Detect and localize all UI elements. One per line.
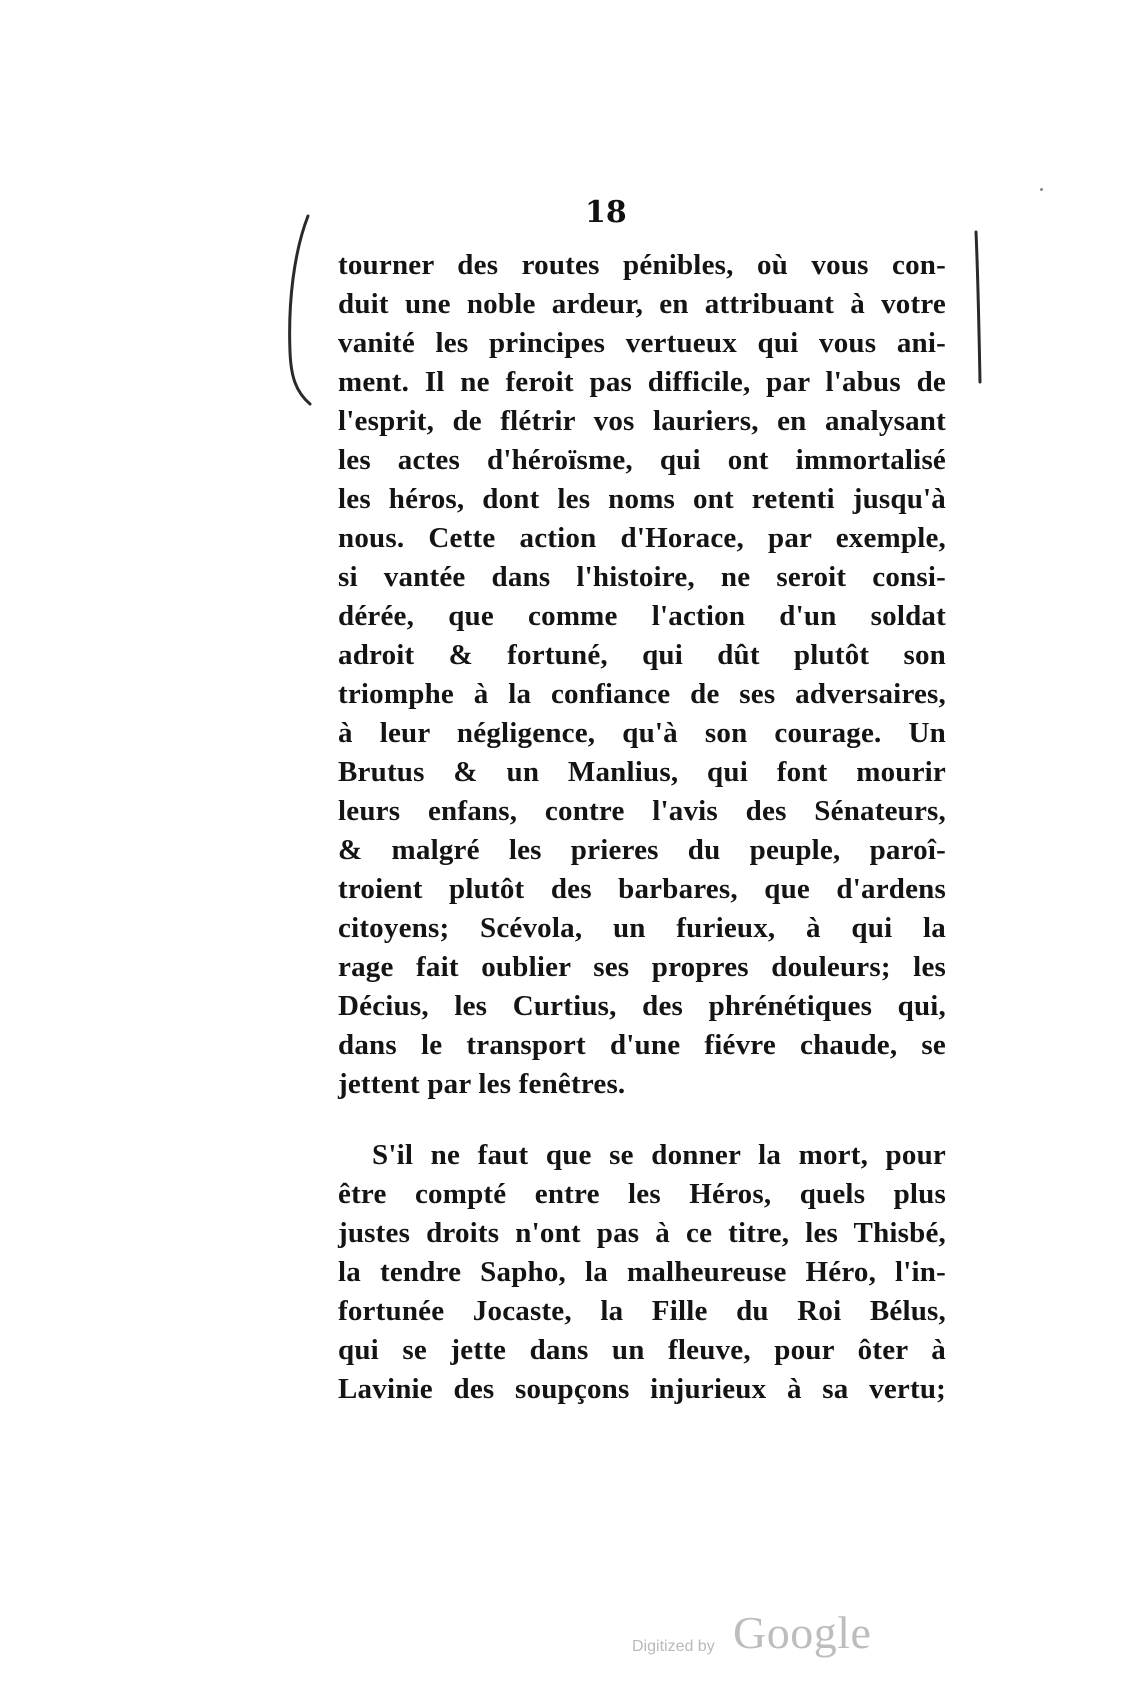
google-logo-text: Google — [733, 1607, 872, 1658]
text-line: si vantée dans l'histoire, ne seroit consi- — [338, 561, 946, 593]
text-line: vanité les principes vertueux qui vous ani- — [338, 327, 946, 359]
text-line: les actes d'héroïsme, qui ont immortalisé — [338, 444, 946, 476]
text-line: citoyens; Scévola, un furieux, à qui la — [338, 912, 946, 944]
text-line: jettent par les fenêtres. — [338, 1068, 626, 1100]
text-line: & malgré les prieres du peuple, paroî- — [338, 834, 946, 866]
text-line: justes droits n'ont pas à ce titre, les Thisbé, — [338, 1217, 946, 1249]
text-line: tourner des routes pénibles, où vous con- — [338, 249, 946, 281]
text-line: rage fait oublier ses propres douleurs; les — [338, 951, 946, 983]
text-line: Brutus & un Manlius, qui font mourir — [338, 756, 946, 788]
text-line: les héros, dont les noms ont retenti jusqu'à — [338, 483, 946, 515]
text-line: à leur négligence, qu'à son courage. Un — [338, 717, 946, 749]
right-pencil-line — [968, 228, 988, 388]
text-line: la tendre Sapho, la malheureuse Héro, l'in- — [338, 1256, 946, 1288]
paper-speck — [1040, 188, 1043, 191]
text-line: S'il ne faut que se donner la mort, pour — [372, 1139, 946, 1171]
page-number: 18 — [585, 195, 627, 230]
text-line: être compté entre les Héros, quels plus — [338, 1178, 946, 1210]
paragraph-2 — [338, 1136, 946, 1409]
text-line: ment. Il ne feroit pas difficile, par l'abus de — [338, 366, 946, 398]
text-line: triomphe à la confiance de ses adversaires, — [338, 678, 946, 710]
body-text — [338, 246, 946, 1409]
text-line: Lavinie des soupçons injurieux à sa vertu; — [338, 1373, 946, 1405]
text-line: dans le transport d'une fiévre chaude, se — [338, 1029, 946, 1061]
digitized-by-google-watermark — [632, 1607, 932, 1660]
text-line: nous. Cette action d'Horace, par exemple, — [338, 522, 946, 554]
watermark-prefix: Digitized by — [632, 1638, 715, 1655]
text-line: leurs enfans, contre l'avis des Sénateurs, — [338, 795, 946, 827]
text-line: dérée, que comme l'action d'un soldat — [338, 600, 946, 632]
text-line: duit une noble ardeur, en attribuant à votre — [338, 288, 946, 320]
text-line: l'esprit, de flétrir vos lauriers, en analysant — [338, 405, 946, 437]
text-line: qui se jette dans un fleuve, pour ôter à — [338, 1334, 946, 1366]
paragraph-1 — [338, 246, 946, 1104]
text-line: Décius, les Curtius, des phrénétiques qui, — [338, 990, 946, 1022]
text-line: fortunée Jocaste, la Fille du Roi Bélus, — [338, 1295, 946, 1327]
left-pencil-bracket — [282, 212, 322, 412]
text-line: troient plutôt des barbares, que d'ardens — [338, 873, 946, 905]
text-line: adroit & fortuné, qui dût plutôt son — [338, 639, 946, 671]
